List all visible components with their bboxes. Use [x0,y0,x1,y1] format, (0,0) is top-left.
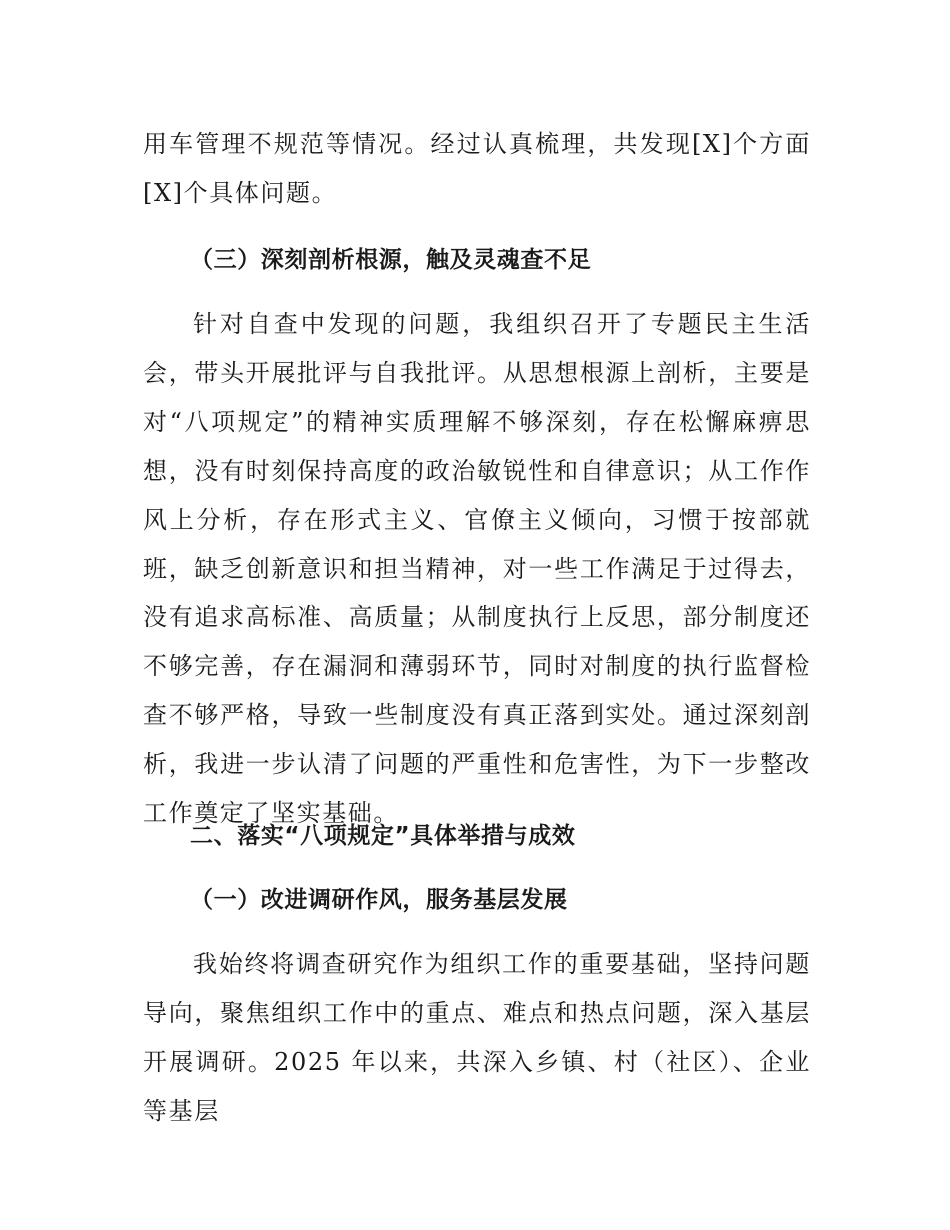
paragraph-root-cause-analysis: 针对自查中发现的问题，我组织召开了专题民主生活会，带头开展批评与自我批评。从思想根源上剖析，主要是对“八项规定”的精神实质理解不够深刻，存在松懈麻痹思想，没有时刻保持高度的政治敏锐性和自律意识；从工作作风上分析，存在形式主义、官僚主义倾向，习惯于按部就班，缺乏创新意识和担当精神，对一些工作满足于过得去，没有追求高标准、高质量；从制度执行上反思，部分制度还不够完善，存在漏洞和薄弱环节，同时对制度的执行监督检查不够严格，导致一些制度没有真正落到实处。通过深刻剖析，我进一步认清了问题的严重性和危害性，为下一步整改工作奠定了坚实基础。 [143,310,811,828]
paragraph-research-work: 我始终将调查研究作为组织工作的重要基础，坚持问题导向，聚焦组织工作中的重点、难点和热点问题，深入基层开展调研。2025 年以来，共深入乡镇、村（社区）、企业等基层 [143,950,811,1125]
heading-section-one: （一）改进调研作风，服务基层发展 [190,887,568,913]
heading-section-three: （三）深刻剖析根源，触及灵魂查不足 [190,247,592,273]
paragraph-problem-summary: 用车管理不规范等情况。经过认真梳理，共发现[X]个方面[X]个具体问题。 [143,130,811,207]
heading-part-two: 二、落实“八项规定”具体举措与成效 [190,823,576,849]
